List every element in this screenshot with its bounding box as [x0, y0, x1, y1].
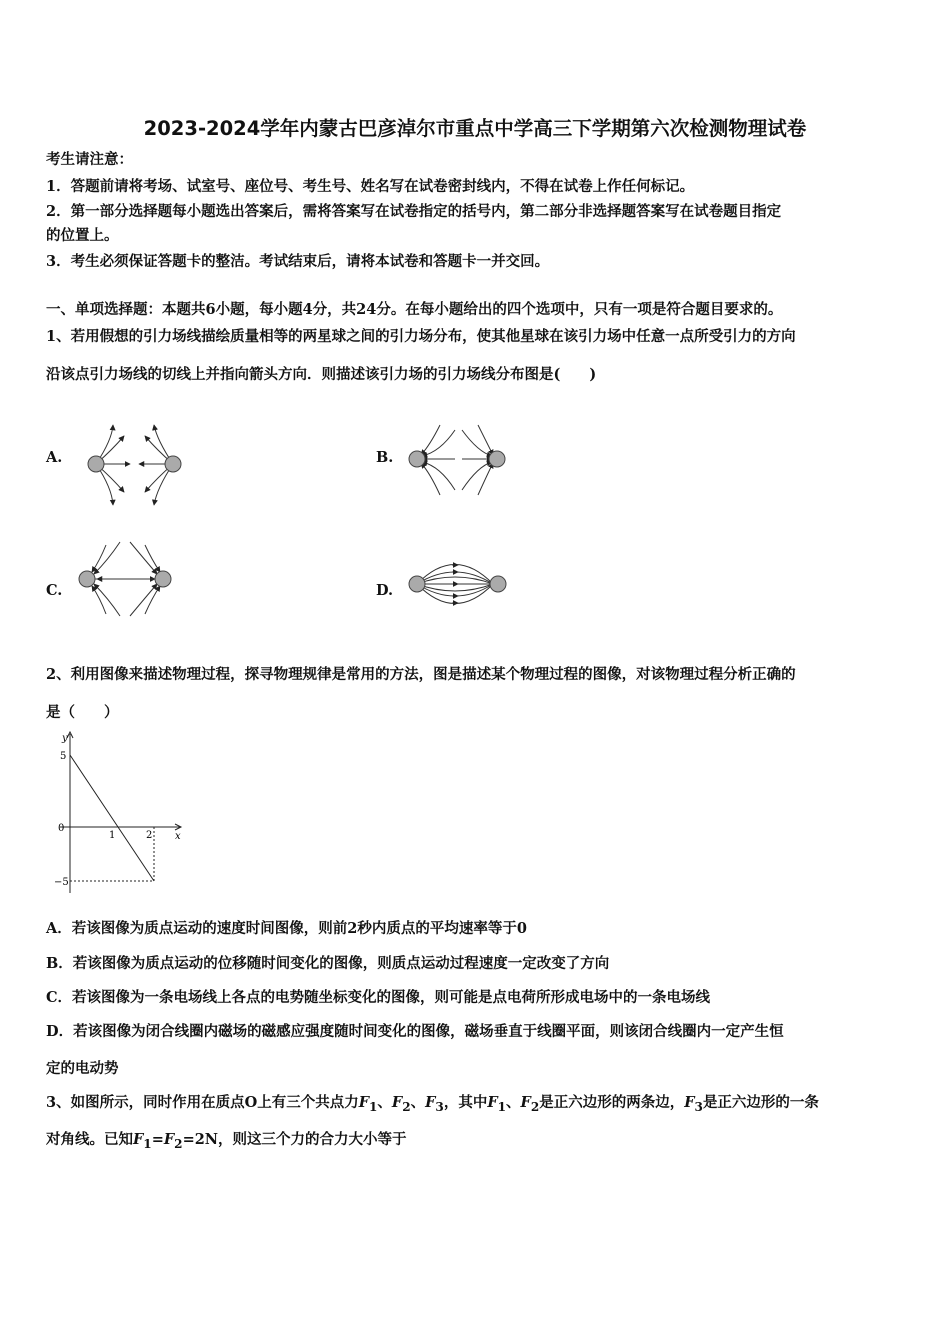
graph-line: [70, 755, 154, 881]
q3-line-2: 对角线。已知$F_1=F_2=2N$，则这三个力的合力大小等于: [46, 1131, 407, 1151]
exam-title: 2023-2024学年内蒙古巴彦淖尔市重点中学高三下学期第六次检测物理试卷: [143, 117, 807, 140]
q2-option-b: B．若该图像为质点运动的位移随时间变化的图像，则质点运动过程速度一定改变了方向: [46, 955, 610, 972]
q3-line-1: 3、如图所示，同时作用在质点O上有三个共点力$F_1$、$F_2$、$F_3$，其中$F_1$、$F_2$是正六边形的两条边，$F_3$是正六边形的一条: [46, 1094, 819, 1114]
q2-graph: [46, 728, 196, 898]
notice-item-1: 1．答题前请将考场、试室号、座位号、考生号、姓名写在试卷密封线内，不得在试卷上作任何标记。: [46, 178, 695, 195]
x-axis-label: x: [175, 831, 181, 842]
q1-line-2: 沿该点引力场线的切线上并指向箭头方向．则描述该引力场的引力场线分布图是( ): [46, 366, 597, 383]
q1-option-c-label: C.: [46, 582, 63, 599]
x-tick-1: 1: [109, 830, 116, 841]
q2-option-d-cont: 定的电动势: [46, 1060, 119, 1077]
y-tick-neg5: −5: [54, 877, 69, 888]
origin-label: 0: [58, 823, 65, 834]
x-tick-2: 2: [146, 830, 153, 841]
q1-option-b-label: B.: [376, 449, 394, 466]
q1-line-1: 1、若用假想的引力场线描绘质量相等的两星球之间的引力场分布，使其他星球在该引力场中任意一点所受引力的方向: [46, 328, 796, 345]
q2-line-1: 2、利用图像来描述物理过程，探寻物理规律是常用的方法，图是描述某个物理过程的图像，对该物理过程分析正确的: [46, 666, 796, 683]
notice-item-3: 3．考生必须保证答题卡的整洁。考试结束后，请将本试卷和答题卡一并交回。: [46, 253, 550, 270]
section-heading: 一、单项选择题：本题共6小题，每小题4分，共24分。在每小题给出的四个选项中，只有一项是符合题目要求的。: [46, 301, 783, 318]
y-tick-5: 5: [60, 751, 67, 762]
q2-option-a: A．若该图像为质点运动的速度时间图像，则前2秒内质点的平均速率等于0: [46, 920, 527, 937]
diagram-c: [79, 542, 171, 616]
notice-heading: 考生请注意：: [46, 151, 133, 168]
q2-option-c: C．若该图像为一条电场线上各点的电势随坐标变化的图像，则可能是点电荷所形成电场中的一条电场线: [46, 989, 711, 1006]
notice-item-2: 2．第一部分选择题每小题选出答案后，需将答案写在试卷指定的括号内，第二部分非选择题答案写在试卷题目指定: [46, 203, 782, 220]
diagram-b: [409, 425, 505, 495]
q1-option-a-label: A.: [46, 449, 63, 466]
q2-option-d: D．若该图像为闭合线圈内磁场的磁感应强度随时间变化的图像，磁场垂直于线圈平面，则该闭合线圈内一定产生恒: [46, 1023, 784, 1040]
q2-line-2: 是（ ）: [46, 704, 119, 721]
notice-item-2-cont: 的位置上。: [46, 227, 119, 244]
diagram-d: [409, 565, 506, 604]
y-axis-label: y: [62, 733, 68, 744]
q1-option-d-label: D.: [376, 582, 394, 599]
diagram-a: [88, 425, 181, 505]
